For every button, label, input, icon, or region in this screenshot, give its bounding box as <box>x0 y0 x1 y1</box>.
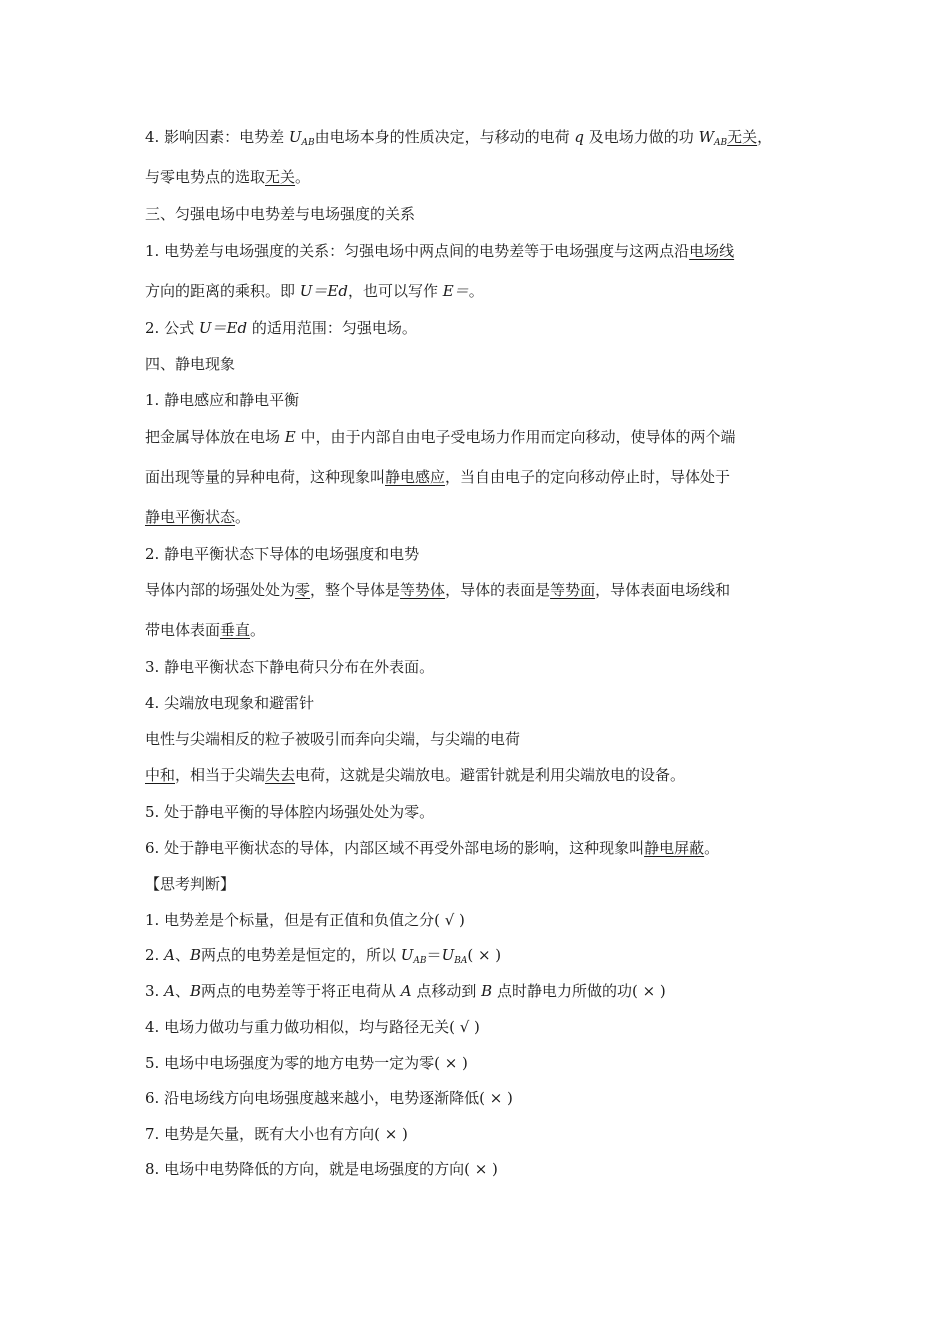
judge-q5: 5. 电场中电场强度为零的地方电势一定为零( × ) <box>145 1054 468 1072</box>
section3-item1-line2: 方向的距离的乘积。即 U＝Ed，也可以写作 E＝。 <box>145 282 484 300</box>
judge-q4: 4. 电场力做功与重力做功相似，均与路径无关( √ ) <box>145 1018 480 1036</box>
answer-blank: 无关 <box>727 128 758 146</box>
static-item4-p2: 中和，相当于尖端失去电荷，这就是尖端放电。避雷针就是利用尖端放电的设备。 <box>145 766 686 784</box>
static-item2-p2: 带电体表面垂直。 <box>145 621 266 639</box>
judge-q8: 8. 电场中电势降低的方向，就是电场强度的方向( × ) <box>145 1160 498 1178</box>
item4-line2: 与零电势点的选取无关。 <box>145 168 311 186</box>
static-item1-p2: 面出现等量的异种电荷，这种现象叫静电感应，当自由电子的定向移动停止时，导体处于 <box>145 468 731 486</box>
section3-heading: 三、匀强电场中电势差与电场强度的关系 <box>145 205 416 223</box>
static-item1-title: 1. 静电感应和静电平衡 <box>145 391 300 409</box>
answer-blank: 静电平衡状态 <box>145 508 236 526</box>
judge-q3: 3. A、B两点的电势差等于将正电荷从 A 点移动到 B 点时静电力所做的功( × ) <box>145 982 666 1000</box>
static-item1-p1: 把金属导体放在电场 E 中，由于内部自由电子受电场力作用而定向移动，使导体的两个端 <box>145 428 736 446</box>
section3-item1-line1: 1. 电势差与电场强度的关系：匀强电场中两点间的电势差等于电场强度与这两点沿电场线 <box>145 242 735 260</box>
judge-q1: 1. 电势差是个标量，但是有正值和负值之分( √ ) <box>145 911 465 929</box>
answer-blank: 静电屏蔽 <box>644 839 705 857</box>
item4-line1: 4. 影响因素：电势差 $U_{AB}$由电场本身的性质决定，与移动的电荷 q 及电场力做的功 $W_{AB}$无关， <box>145 128 773 148</box>
judge-heading: 【思考判断】 <box>145 875 236 893</box>
judge-q6: 6. 沿电场线方向电场强度越来越小，电势逐渐降低( × ) <box>145 1089 513 1107</box>
answer-blank: 等势体 <box>400 581 446 599</box>
judge-q7: 7. 电势是矢量，既有大小也有方向( × ) <box>145 1125 408 1143</box>
answer-blank: 失去 <box>265 766 296 784</box>
section4-heading: 四、静电现象 <box>145 355 236 373</box>
answer-blank: 等势面 <box>550 581 596 599</box>
static-item6: 6. 处于静电平衡状态的导体，内部区域不再受外部电场的影响，这种现象叫静电屏蔽。 <box>145 839 720 857</box>
static-item4-p1: 电性与尖端相反的粒子被吸引而奔向尖端，与尖端的电荷 <box>145 730 521 748</box>
answer-blank: 中和 <box>145 766 176 784</box>
static-item2-title: 2. 静电平衡状态下导体的电场强度和电势 <box>145 545 420 563</box>
answer-blank: 零 <box>295 581 311 599</box>
static-item4-title: 4. 尖端放电现象和避雷针 <box>145 694 315 712</box>
static-item2-p1: 导体内部的场强处处为零，整个导体是等势体，导体的表面是等势面，导体表面电场线和 <box>145 581 731 599</box>
answer-blank: 静电感应 <box>385 468 446 486</box>
answer-blank: 垂直 <box>220 621 251 639</box>
judge-q2: 2. A、B两点的电势差是恒定的，所以 $U_{AB}=U_{BA}$( × ) <box>145 946 502 966</box>
static-item3: 3. 静电平衡状态下静电荷只分布在外表面。 <box>145 658 435 676</box>
answer-blank: 电场线 <box>689 242 735 260</box>
answer-blank: 无关 <box>265 168 296 186</box>
static-item1-p3: 静电平衡状态。 <box>145 508 251 526</box>
section3-item2: 2. 公式 U＝Ed 的适用范围：匀强电场。 <box>145 319 417 337</box>
static-item5: 5. 处于静电平衡的导体腔内场强处处为零。 <box>145 803 435 821</box>
